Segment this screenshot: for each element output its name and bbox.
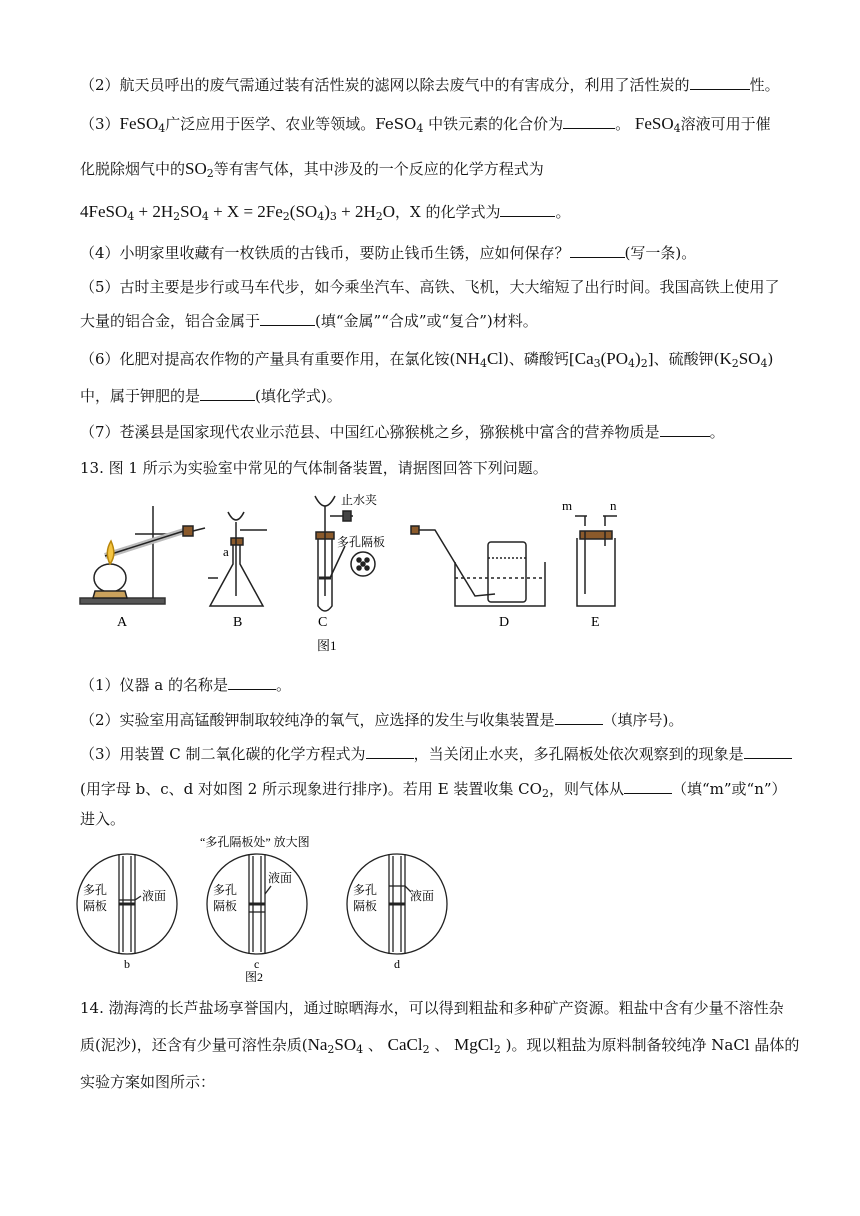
q13-sub3-line2 [80, 778, 787, 800]
q13-sub3-line3 [80, 808, 125, 830]
subscript: 2 [375, 210, 383, 223]
q12-part6-line2 [80, 385, 342, 407]
answer-blank[interactable] [744, 743, 792, 759]
subscript: 2 [282, 210, 290, 223]
subscript: 3 [593, 357, 601, 370]
q13-stem-text: 13. 图 1 所示为实验室中常见的气体制备装置，请据图回答下列问题。 [80, 459, 548, 477]
q12-part2-tail: 性。 [749, 76, 780, 94]
answer-blank[interactable] [200, 385, 255, 401]
label-m: m [562, 498, 573, 513]
subscript: 4 [760, 357, 768, 370]
label-D: D [499, 615, 510, 630]
q13-sub2-tail: （填序号)。 [602, 711, 684, 729]
q13-sub3-text5: （填“m”或“n”） [671, 780, 787, 798]
q13-sub3-tail: 进入。 [80, 810, 126, 828]
formula: SO [738, 349, 761, 368]
eq-part: O [382, 202, 396, 221]
q14-line2 [80, 1034, 799, 1056]
q12-part5-text2: 大量的铝合金，铝合金属于 [80, 312, 261, 330]
label-b: b [124, 957, 130, 971]
label-n: n [610, 498, 617, 513]
apparatus-E [575, 516, 617, 606]
q12-part2 [80, 74, 780, 96]
subscript: 4 [628, 357, 636, 370]
q13-sub3-line1 [80, 743, 792, 765]
figure-2-title: “多孔隔板处” 放大图 [200, 835, 310, 849]
q12-part3-text: 广泛应用于医学、农业等领域。FeSO [165, 115, 417, 133]
formula: (PO [600, 349, 629, 368]
q12-part6-text: （6）化肥对提高农作物的产量具有重要作用，在氯化铵( [80, 350, 456, 368]
q13-sub3-text4: ，则气体从 [548, 780, 624, 798]
q12-part6-line1: （6）化肥对提高农作物的产量具有重要作用，在氯化铵$(NH_4Cl)$、磷酸钙$[Ca_3(PO_4)_2]$、硫酸钾$(K_2SO_4)$ [80, 349, 774, 370]
label-porous: 多孔 [213, 883, 238, 897]
q13-stem [80, 457, 548, 479]
label-plate: 隔板 [213, 899, 238, 913]
q12-part5-line2 [80, 310, 538, 332]
q12-part5-tail: (填“金属”“合成”或“复合”)材料。 [315, 312, 538, 330]
subscript: 3 [329, 210, 337, 223]
apparatus-C [315, 496, 375, 611]
formula: FeSO [119, 114, 159, 133]
eq-part: (SO [289, 202, 318, 221]
label-A: A [117, 615, 128, 630]
punct: 、 [429, 1036, 455, 1054]
formula: SO [334, 1035, 357, 1054]
subscript: 2 [327, 1043, 335, 1056]
answer-blank[interactable] [570, 242, 625, 258]
subscript: 2 [541, 787, 549, 800]
label-porous: 多孔 [83, 883, 108, 897]
answer-blank[interactable] [366, 743, 414, 759]
figure-2-porous-plate [75, 832, 475, 982]
formula: Ca [574, 349, 594, 368]
label-E: E [591, 615, 600, 630]
q13-sub1 [80, 674, 291, 696]
label-plate: 隔板 [353, 899, 378, 913]
label-a: a [223, 544, 229, 559]
eq-part: + X = 2Fe [208, 202, 283, 221]
answer-blank[interactable] [555, 709, 603, 725]
subscript: 2 [422, 1043, 430, 1056]
eq-part: + 2H [134, 202, 174, 221]
answer-blank[interactable] [624, 778, 672, 794]
q12-part3-text4: 化脱除烟气中的 [80, 160, 186, 178]
label-B: B [233, 615, 243, 630]
eq-part: + 2H [336, 202, 376, 221]
figure-1-apparatus [75, 486, 795, 656]
q12-part3-line1 [80, 113, 771, 135]
q12-part5-text: （5）古时主要是步行或马车代步，如今乘坐汽车、高铁、飞机，大大缩短了出行时间。我国高铁上使用了 [80, 278, 780, 296]
punct: 。 [615, 115, 631, 133]
label-plate: 隔板 [83, 899, 108, 913]
punct: 。 [555, 203, 571, 221]
formula: NH [455, 349, 480, 368]
q12-part6-text2: )、磷酸钙[ [503, 350, 575, 368]
apparatus-A [80, 506, 205, 604]
answer-blank[interactable] [690, 74, 750, 90]
q13-sub3-text3: (用字母 b、c、d 对如图 2 所示现象进行排序)。若用 E 装置收集 CO [80, 780, 542, 798]
q12-part7-text: （7）苍溪县是国家现代农业示范县、中国红心猕猴桃之乡，猕猴桃中富含的营养物质是 [80, 423, 660, 441]
subscript: 4 [673, 122, 681, 135]
q12-part4-tail: (写一条)。 [624, 244, 697, 262]
label-C: C [318, 615, 328, 630]
subscript: 2 [173, 210, 181, 223]
punct: 、 [363, 1036, 388, 1054]
subscript: 2 [493, 1043, 501, 1056]
q12-part3-prefix: （3） [80, 115, 120, 133]
formula: K [719, 349, 732, 368]
answer-blank[interactable] [563, 113, 615, 129]
formula: Cl [486, 349, 504, 368]
q12-part7 [80, 421, 725, 443]
q12-part6-tail: (填化学式)。 [255, 387, 342, 405]
q12-part2-text: （2）航天员呼出的废气需通过装有活性炭的滤网以除去废气中的有害成分，利用了活性炭的 [80, 76, 690, 94]
figure-1-caption: 图1 [317, 638, 337, 653]
q13-sub1-text: （1）仪器 a 的名称是 [80, 676, 229, 694]
label-liquid-level: 液面 [410, 889, 435, 903]
answer-blank[interactable] [660, 421, 710, 437]
label-liquid-level: 液面 [142, 889, 167, 903]
label-c: c [254, 957, 260, 971]
punct: ) [767, 350, 774, 368]
q14-text4: 实验方案如图所示： [80, 1073, 216, 1091]
figure-2-caption: 图2 [245, 970, 264, 982]
subscript: 4 [158, 122, 166, 135]
q12-part6-text3: ]、硫酸钾( [647, 350, 720, 368]
eq-part: ) [324, 202, 330, 221]
label-d: d [394, 957, 400, 971]
apparatus-D [411, 526, 545, 606]
answer-blank[interactable] [260, 310, 315, 326]
q12-part4-text: （4）小明家里收藏有一枚铁质的古钱币，要防止钱币生锈，应如何保存？ [80, 244, 570, 262]
eq-part: SO [180, 202, 202, 221]
formula: FeSO [634, 114, 674, 133]
q12-part4 [80, 242, 696, 264]
subscript: 4 [201, 210, 209, 223]
q13-sub3-text: （3）用装置 C 制二氧化碳的化学方程式为 [80, 745, 366, 763]
q14-text3: )。现以粗盐为原料制备较纯净 NaCl 晶体的 [500, 1036, 800, 1054]
q14-text1: 14. 渤海湾的长芦盐场享誉国内，通过晾晒海水，可以得到粗盐和多种矿产资源。粗盐中含有少量不溶性杂 [80, 999, 784, 1017]
formula: MgCl [454, 1035, 494, 1054]
answer-blank[interactable] [500, 201, 555, 217]
answer-blank[interactable] [228, 674, 276, 690]
formula: SO [185, 159, 207, 178]
formula: Na [307, 1035, 328, 1054]
q14-line1 [80, 997, 784, 1019]
q13-sub3-text2: ，当关闭止水夹，多孔隔板处依次观察到的现象是 [413, 745, 744, 763]
punct: 。 [709, 423, 725, 441]
subscript: 4 [479, 357, 487, 370]
subscript: 2 [731, 357, 739, 370]
q12-part5-line1 [80, 276, 780, 298]
subscript: 4 [416, 122, 424, 135]
q12-part3-text5: 等有害气体，其中涉及的一个反应的化学方程式为 [213, 160, 544, 178]
label-stopclamp: 止水夹 [341, 493, 378, 507]
eq-question: ，X 的化学式为 [395, 203, 501, 221]
q12-part6-text4: 中，属于钾肥的是 [80, 387, 201, 405]
q13-sub2 [80, 709, 683, 731]
q14-text2: 质(泥沙)，还含有少量可溶性杂质( [80, 1036, 308, 1054]
label-liquid-level: 液面 [268, 871, 293, 885]
formula: CaCl [387, 1035, 423, 1054]
punct: 。 [276, 676, 292, 694]
subscript: 2 [640, 357, 648, 370]
label-porous: 多孔 [353, 883, 378, 897]
q12-part3-line2 [80, 158, 544, 180]
label-porous-plate: 多孔隔板 [337, 535, 386, 549]
eq-part: 4FeSO [80, 202, 128, 221]
q12-part3-text2: 中铁元素的化合价为 [423, 115, 564, 133]
subscript: 4 [356, 1043, 364, 1056]
apparatus-B [208, 512, 267, 606]
subscript: 4 [317, 210, 325, 223]
subscript: 2 [206, 167, 214, 180]
subscript: 4 [127, 210, 135, 223]
q14-line3 [80, 1071, 215, 1093]
chemical-equation [80, 201, 571, 223]
q12-part3-text3: 溶液可用于催 [680, 115, 771, 133]
q13-sub2-text: （2）实验室用高锰酸钾制取较纯净的氧气，应选择的发生与收集装置是 [80, 711, 555, 729]
